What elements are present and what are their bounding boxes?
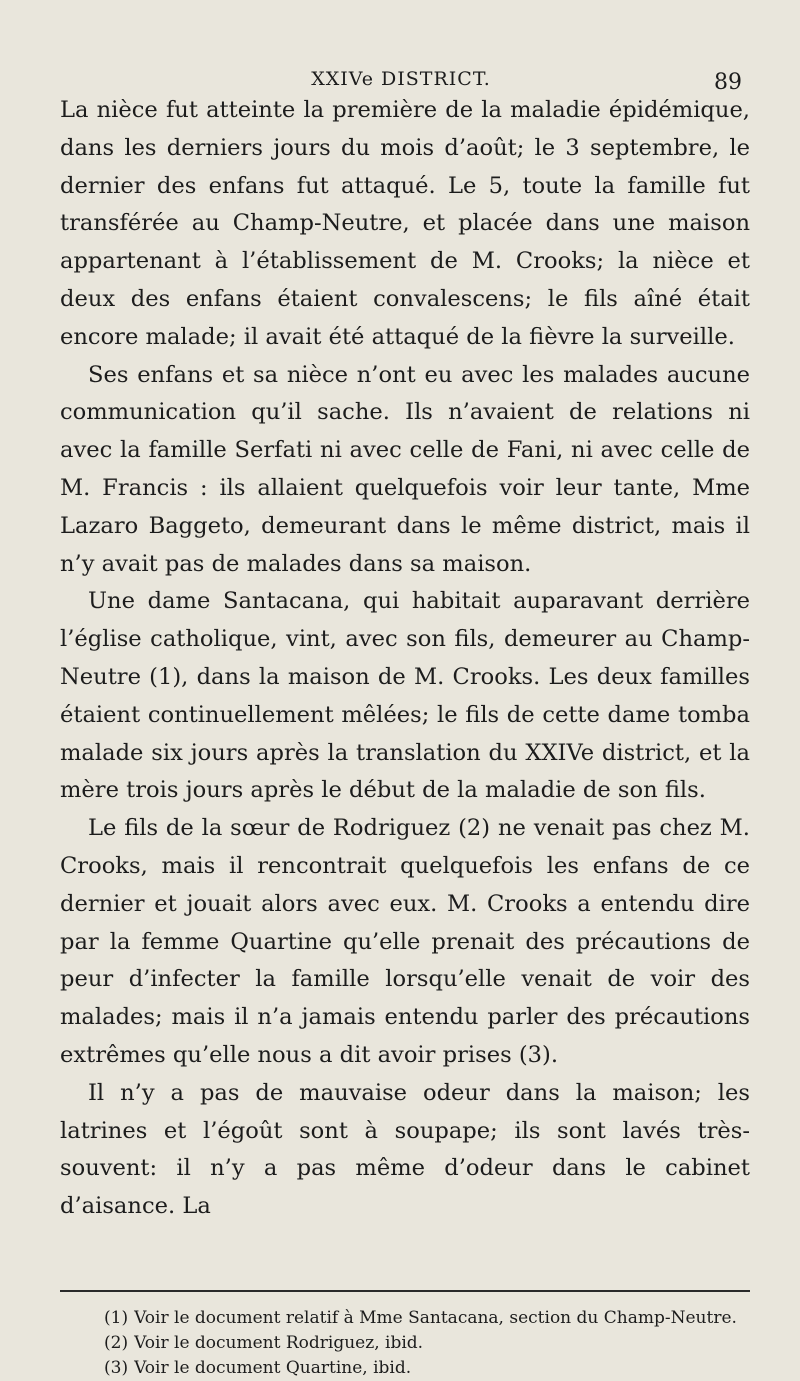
footnote-3 <box>60 1356 750 1381</box>
footnote-1 <box>60 1306 750 1331</box>
footnote-text: Voir le document Quartine, ibid. <box>134 1358 412 1378</box>
body-text <box>60 92 750 1226</box>
footnotes <box>60 1306 750 1381</box>
running-title: XXIVe DISTRICT. <box>311 68 491 90</box>
footnote-divider <box>60 1290 750 1292</box>
page-number: 89 <box>714 70 742 95</box>
paragraph-2: Ses enfans et sa nièce n’ont eu avec les malades aucune communication qu’il sache. Ils n’avaient de relations ni avec la famille Serfati ni avec celle de Fani, ni avec celle de M. Francis : ils allaient quelquefois voir leur tante, Mme Lazaro Baggeto, demeurant dans le même district, mais il n’y avait pas de malades dans sa maison. <box>60 361 750 577</box>
footnote-text: Voir le document relatif à Mme Santacana, section du Champ-Neutre. <box>134 1308 737 1328</box>
paragraph-1: La nièce fut atteinte la première de la maladie épidémique, dans les derniers jours du mois d’août; le 3 septembre, le dernier des enfans fut attaqué. Le 5, toute la famille fut transférée au Champ-Neutre, et placée dans une maison appartenant à l’établissement de M. Crooks; la nièce et deux des enfans étaient convalescens; le fils aîné était encore malade; il avait été attaqué de la fièvre la surveille. <box>60 97 750 350</box>
footnote-text: Voir le document Rodriguez, ibid. <box>134 1333 424 1353</box>
footnote-2 <box>60 1331 750 1356</box>
footnote-label: (1) <box>104 1308 129 1328</box>
paragraph-4: Le fils de la sœur de Rodriguez (2) ne venait pas chez M. Crooks, mais il rencontrait quelquefois les enfans de ce dernier et jouait alors avec eux. M. Crooks a entendu dire par la femme Quartine qu’elle prenait des précautions de peur d’infecter la famille lorsqu’elle venait de voir des malades; mais il n’a jamais entendu parler des précautions extrêmes qu’elle nous a dit avoir prises (3). <box>60 815 750 1068</box>
paragraph-3: Une dame Santacana, qui habitait auparavant derrière l’église catholique, vint, avec son fils, demeurer au Champ-Neutre (1), dans la maison de M. Crooks. Les deux familles étaient continuellement mêlées; le fils de cette dame tomba malade six jours après la translation du XXIVe district, et la mère trois jours après le début de la maladie de son fils. <box>60 588 750 804</box>
footnote-label: (3) <box>104 1358 129 1378</box>
paragraph-5: Il n’y a pas de mauvaise odeur dans la maison; les latrines et l’égoût sont à soupape; ils sont lavés très-souvent: il n’y a pas même d’odeur dans le cabinet d’aisance. La <box>60 1079 750 1220</box>
footnote-label: (2) <box>104 1333 129 1353</box>
